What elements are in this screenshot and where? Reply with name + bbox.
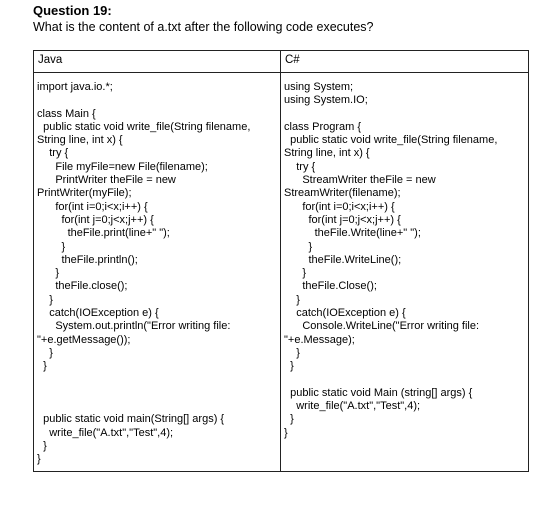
csharp-code: using System; using System.IO; class Program { public static void write_file(String filename, String line, int x) { try { StreamWriter theFile = new StreamWriter(filename); for(int i=0;i<x;i++) { for(int j=0;j<x;j++) { theFile.Write(line+" "); } theFile.WriteLine(); } theFile.Close(); } catch(IOException e) { Console.WriteLine("Error writing file: "+e.Message); } } public static void Main (string[] args) { write_file("A.txt","Test",4); } } xyxy=(284,81,498,439)
table-header-row xyxy=(34,51,529,73)
code-comparison-table xyxy=(33,50,529,472)
question-title: Question 19: xyxy=(33,3,112,18)
table-code-row xyxy=(34,73,529,472)
csharp-column-header: C# xyxy=(281,51,529,73)
java-code-cell xyxy=(34,73,281,472)
java-code: import java.io.*; class Main { public static void write_file(String filename, String line, int x) { try { File myFile=new File(filename); PrintWriter theFile = new PrintWriter(myFile); for(int i=0;i<x;i++) { for(int j=0;j<x;j++) { theFile.print(line+" "); } theFile.println(); } theFile.close(); } catch(IOException e) { System.out.println("Error writing file: "+e.getMessage()); } } public static void main(String[] args) { write_file("A.txt","Test",4); } } xyxy=(37,81,251,466)
question-text: What is the content of a.txt after the following code executes? xyxy=(33,20,374,34)
csharp-code-cell xyxy=(281,73,529,472)
java-column-header: Java xyxy=(34,51,281,73)
